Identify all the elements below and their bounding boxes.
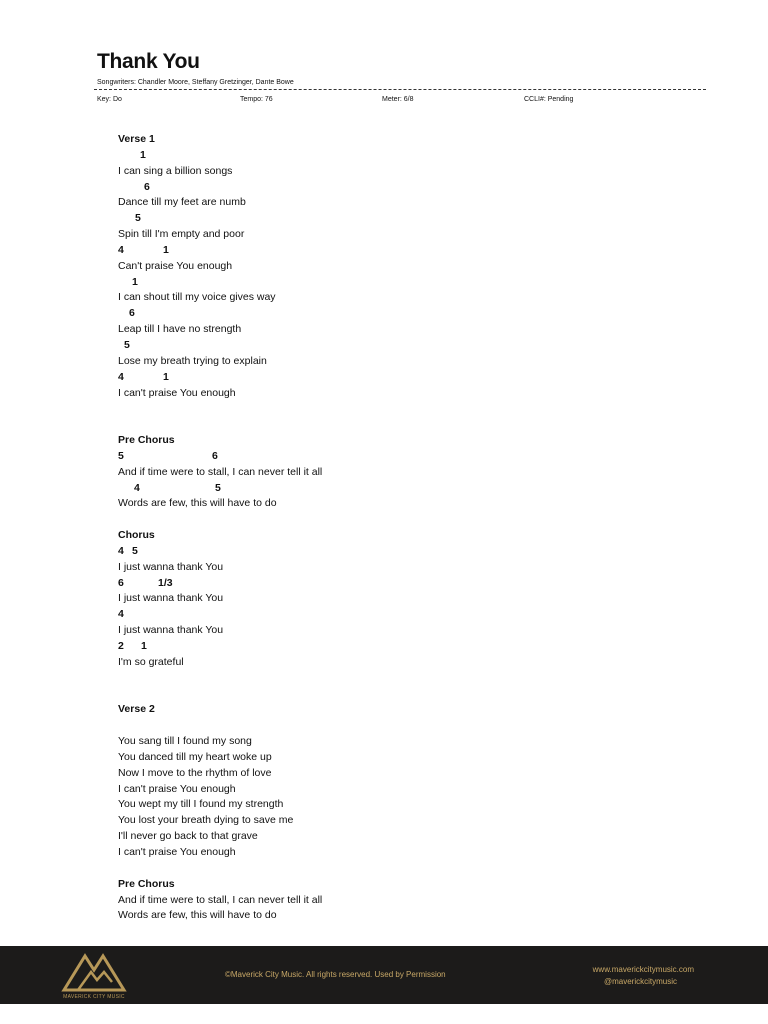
lyric-line: You danced till my heart woke up	[118, 750, 272, 763]
chord: 5	[124, 338, 130, 351]
lyric-line: Leap till I have no strength	[118, 323, 242, 336]
mountain-logo-icon	[56, 950, 132, 994]
songwriters-credit: Songwriters: Chandler Moore, Steffany Gretzinger, Dante Bowe	[97, 79, 294, 86]
chord: 5	[215, 481, 221, 494]
chord: 4	[118, 370, 124, 383]
lyric-line: You sang till I found my song	[118, 735, 252, 748]
copyright-notice: ©Maverick City Music. All rights reserved. Used by Permission	[225, 970, 446, 979]
lyric-line: I can sing a billion songs	[118, 164, 233, 177]
chord-line	[118, 607, 322, 623]
chord-line	[118, 148, 322, 164]
pre-chorus-2	[118, 877, 322, 925]
chord: 1	[132, 275, 138, 288]
chord-line	[118, 449, 322, 465]
lyric-line: I'll never go back to that grave	[118, 830, 258, 843]
verse-2	[118, 702, 322, 860]
lyric-line: I just wanna thank You	[118, 624, 224, 637]
chord: 5	[132, 544, 138, 557]
chord: 5	[135, 212, 141, 225]
chord-line	[118, 576, 322, 592]
lyric-line: Words are few, this will have to do	[118, 909, 277, 922]
chord: 1	[141, 640, 147, 652]
lyric-line: I just wanna thank You	[118, 592, 224, 605]
tempo-info: Tempo: 76	[240, 96, 273, 103]
lyric-line: You lost your breath dying to save me	[118, 814, 294, 827]
chord: 6	[144, 180, 150, 193]
chord-line	[118, 275, 322, 291]
chord-sheet	[118, 132, 322, 924]
chord: 6	[118, 576, 124, 589]
chord: 4	[118, 608, 124, 621]
chord-line	[118, 639, 322, 655]
chord: 4	[134, 481, 140, 494]
chord: 2	[118, 640, 124, 652]
chord: 6	[212, 449, 218, 462]
lyric-line: I can shout till my voice gives way	[118, 291, 276, 304]
chord: 5	[118, 449, 124, 462]
pre-chorus-1	[118, 433, 322, 512]
chord: 1	[140, 148, 146, 161]
verse-1	[118, 132, 322, 401]
lyric-line: I can't praise You enough	[118, 386, 236, 399]
lyric-line: Lose my breath trying to explain	[118, 354, 267, 367]
social-handle[interactable]: @maverickcitymusic	[603, 977, 677, 986]
chorus	[118, 528, 322, 671]
chord: 1	[163, 370, 169, 383]
chord: 6	[129, 307, 135, 320]
lyric-line: Words are few, this will have to do	[118, 497, 277, 510]
lyric-line: Can't praise You enough	[118, 259, 233, 272]
website-link[interactable]: www.maverickcitymusic.com	[592, 965, 694, 974]
section-label: Pre Chorus	[118, 877, 175, 890]
lyric-line: Dance till my feet are numb	[118, 196, 246, 209]
meter-info: Meter: 6/8	[382, 96, 414, 103]
lyric-line: Now I move to the rhythm of love	[118, 766, 272, 779]
footer-bar	[0, 946, 768, 1004]
lyric-line: I just wanna thank You	[118, 560, 224, 573]
lyric-line: Spin till I'm empty and poor	[118, 228, 245, 241]
chord-line	[118, 338, 322, 354]
lyric-line: I can't praise You enough	[118, 782, 236, 795]
lyric-line: And if time were to stall, I can never tell it all	[118, 893, 323, 906]
chord: 4	[118, 544, 124, 557]
section-label: Chorus	[118, 529, 155, 542]
lyric-line: I'm so grateful	[118, 655, 184, 668]
header-divider	[94, 89, 706, 90]
chord: 1	[163, 243, 169, 256]
maverick-city-logo	[56, 950, 132, 1002]
lyric-line: And if time were to stall, I can never tell it all	[118, 465, 323, 478]
chord: 4	[118, 243, 124, 256]
chord-line	[118, 544, 322, 560]
song-title: Thank You	[97, 50, 200, 73]
section-label: Verse 1	[118, 133, 155, 145]
logo-wordmark: MAVERICK CITY MUSIC	[63, 994, 125, 1000]
chord-line	[118, 481, 322, 497]
section-label: Pre Chorus	[118, 434, 175, 447]
key-info: Key: Do	[97, 96, 122, 103]
chord-line	[118, 306, 322, 322]
lyric-line: You wept my till I found my strength	[118, 798, 284, 811]
lyric-line: I can't praise You enough	[118, 845, 236, 858]
chord-line	[118, 211, 322, 227]
chord-line	[118, 243, 322, 259]
chord-line	[118, 370, 322, 386]
ccli-info: CCLI#: Pending	[524, 96, 574, 103]
section-label: Verse 2	[118, 703, 155, 716]
chord: 1/3	[158, 576, 173, 589]
chord-line	[118, 180, 322, 196]
